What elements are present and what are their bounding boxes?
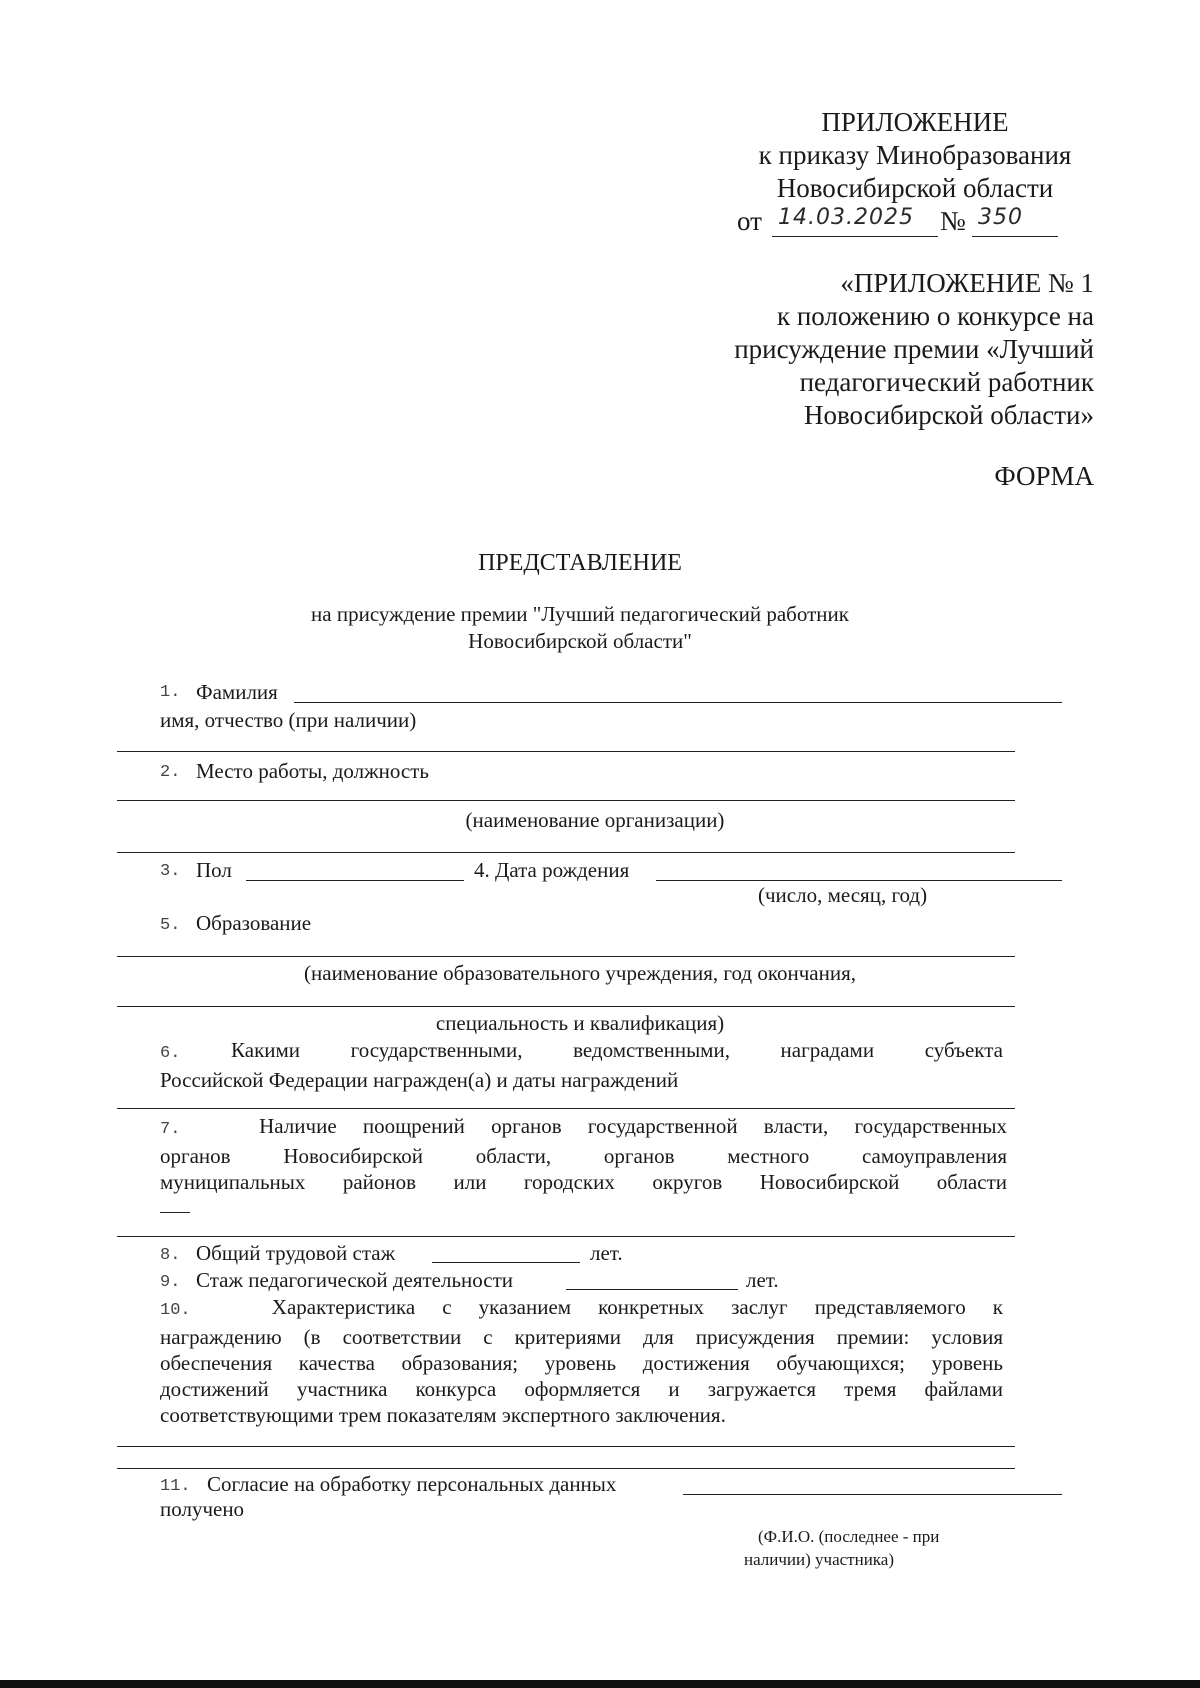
appendix-title: «ПРИЛОЖЕНИЕ № 1 bbox=[840, 268, 1094, 298]
birthdate-field[interactable] bbox=[656, 880, 1062, 881]
item-number-10: 10. bbox=[160, 1301, 191, 1320]
merits-line-4: достижений участника конкурса оформляется и загружается тремя файлами bbox=[160, 1377, 1003, 1401]
doc-subtitle-2: Новосибирской области" bbox=[468, 629, 692, 653]
merits-line-2: награждению (в соответствии с критериями для присуждения премии: условия bbox=[160, 1325, 1003, 1349]
item-number-11: 11. bbox=[160, 1477, 191, 1496]
doc-subtitle-1: на присуждение премии "Лучший педагогический работник bbox=[311, 602, 849, 626]
education-field[interactable] bbox=[117, 956, 1015, 957]
incentives-line-2: органов Новосибирской области, органов местного самоуправления bbox=[160, 1144, 1007, 1168]
merits-field[interactable] bbox=[117, 1446, 1015, 1447]
item-number-3: 3. bbox=[160, 862, 181, 881]
awards-line-2: Российской Федерации награжден(а) и даты награждений bbox=[160, 1068, 679, 1092]
merits-line-1: Характеристика с указанием конкретных заслуг представляемого к bbox=[271, 1295, 1003, 1319]
education-label: Образование bbox=[196, 911, 312, 935]
item-number-6: 6. bbox=[160, 1044, 181, 1063]
name-field[interactable] bbox=[117, 751, 1015, 752]
surname-label: Фамилия bbox=[196, 680, 278, 704]
participant-name-hint-1: (Ф.И.О. (последнее - при bbox=[758, 1527, 940, 1546]
name-label: имя, отчество (при наличии) bbox=[160, 708, 417, 732]
item-number-8: 8. bbox=[160, 1246, 181, 1265]
number-prefix: № bbox=[940, 206, 966, 236]
merits-line-3: обеспечения качества образования; уровень достижения обучающихся; уровень bbox=[160, 1351, 1003, 1375]
awards-question bbox=[160, 1037, 1003, 1093]
incentives-short-line bbox=[160, 1212, 190, 1213]
number-underline bbox=[972, 236, 1058, 237]
surname-field[interactable] bbox=[294, 702, 1062, 703]
appendix-line-3: присуждение премии «Лучший bbox=[734, 334, 1094, 364]
workplace-field[interactable] bbox=[117, 800, 1015, 801]
total-experience-label: Общий трудовой стаж bbox=[196, 1241, 396, 1265]
birthdate-hint: (число, месяц, год) bbox=[758, 883, 928, 907]
participant-name-hint-2: наличии) участника) bbox=[744, 1550, 895, 1569]
merits-description bbox=[160, 1294, 1003, 1428]
merits-field-2[interactable] bbox=[117, 1468, 1015, 1469]
appendix-line-5: Новосибирской области» bbox=[803, 400, 1094, 430]
date-prefix: от bbox=[737, 206, 762, 236]
education-field-2[interactable] bbox=[117, 1006, 1015, 1007]
consent-field[interactable] bbox=[683, 1494, 1062, 1495]
item-number-1: 1. bbox=[160, 683, 181, 702]
education-hint-1: (наименование образовательного учреждения, год окончания, bbox=[304, 961, 856, 985]
gender-label: Пол bbox=[196, 858, 232, 882]
item-number-5: 5. bbox=[160, 916, 181, 935]
incentives-line-1: Наличие поощрений органов государственной власти, государственных bbox=[259, 1114, 1008, 1138]
total-experience-field[interactable] bbox=[432, 1262, 580, 1263]
consent-obtained-label: получено bbox=[160, 1497, 245, 1521]
item-number-9: 9. bbox=[160, 1273, 181, 1292]
date-underline bbox=[772, 236, 938, 237]
gender-field[interactable] bbox=[246, 880, 464, 881]
organization-field[interactable] bbox=[117, 852, 1015, 853]
appendix-line-4: педагогический работник bbox=[799, 367, 1094, 397]
teaching-experience-unit: лет. bbox=[746, 1268, 779, 1292]
incentives-line-3: муниципальных районов или городских округов Новосибирской области bbox=[160, 1170, 1007, 1194]
birthdate-label: 4. Дата рождения bbox=[474, 858, 630, 882]
page-bottom-edge bbox=[0, 1680, 1200, 1688]
awards-line-1: Какими государственными, ведомственными, наградами субъекта bbox=[231, 1038, 1003, 1062]
form-label: ФОРМА bbox=[994, 461, 1094, 491]
teaching-experience-label: Стаж педагогической деятельности bbox=[196, 1268, 514, 1292]
incentives-field[interactable] bbox=[117, 1236, 1015, 1237]
merits-line-5: соответствующими трем показателям экспертного заключения. bbox=[160, 1403, 726, 1427]
organization-hint: (наименование организации) bbox=[465, 808, 725, 832]
total-experience-unit: лет. bbox=[590, 1241, 623, 1265]
doc-title: ПРЕДСТАВЛЕНИЕ bbox=[478, 550, 682, 576]
number-value-handwritten: 350 bbox=[978, 205, 1023, 230]
item-number-7: 7. bbox=[160, 1120, 181, 1139]
header-region-line: Новосибирской области bbox=[776, 173, 1054, 203]
teaching-experience-field[interactable] bbox=[566, 1289, 738, 1290]
header-order-line: к приказу Минобразования bbox=[758, 140, 1072, 170]
date-value-handwritten: 14.03.2025 bbox=[778, 205, 914, 230]
header-title: ПРИЛОЖЕНИЕ bbox=[821, 107, 1009, 137]
workplace-label: Место работы, должность bbox=[196, 759, 429, 783]
incentives-question bbox=[160, 1113, 1007, 1195]
consent-label: Согласие на обработку персональных данных bbox=[207, 1472, 617, 1496]
item-number-2: 2. bbox=[160, 763, 181, 782]
education-hint-2: специальность и квалификация) bbox=[435, 1011, 725, 1035]
awards-field[interactable] bbox=[117, 1108, 1015, 1109]
appendix-line-2: к положению о конкурсе на bbox=[776, 301, 1094, 331]
